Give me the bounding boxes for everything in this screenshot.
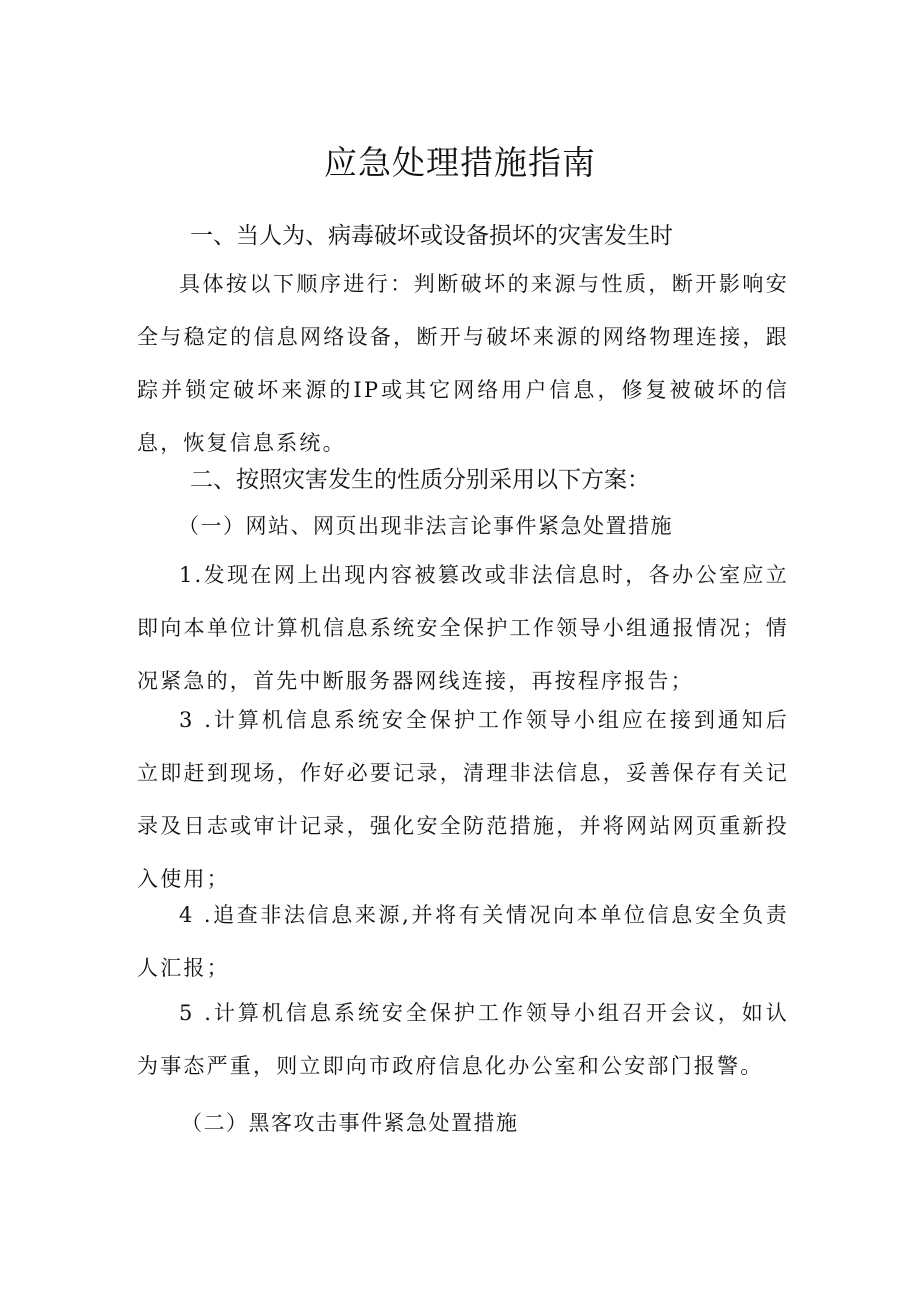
section-heading-2: 二、按照灾害发生的性质分别采用以下方案： xyxy=(190,467,650,493)
document-title: 应急处理措施指南 xyxy=(324,143,596,182)
list-item-4: 4 .追查非法信息来源,并将有关情况向本单位信息安全负责人汇报； xyxy=(137,903,789,980)
subsection-heading-1: （一）网站、网页出现非法言论事件紧急处置措施 xyxy=(178,514,673,538)
list-item-1: 1.发现在网上出现内容被篡改或非法信息时，各办公室应立即向本单位计算机信息系统安全保护工作领导小组通报情况；情况紧急的，首先中断服务器网线连接，再按程序报告； xyxy=(137,563,789,693)
section-heading-1: 一、当人为、病毒破坏或设备损坏的灾害发生时 xyxy=(190,223,673,249)
list-item-3: 3 .计算机信息系统安全保护工作领导小组应在接到通知后立即赶到现场，作好必要记录，清理非法信息，妥善保存有关记录及日志或审计记录，强化安全防范措施，并将网站网页重新投入使用； xyxy=(137,708,789,891)
list-item-5: 5 .计算机信息系统安全保护工作领导小组召开会议，如认为事态严重，则立即向市政府信息化办公室和公安部门报警。 xyxy=(137,1001,789,1078)
subsection-heading-2: （二）黑客攻击事件紧急处置措施 xyxy=(181,1111,519,1135)
section-1-paragraph: 具体按以下顺序进行：判断破坏的来源与性质，断开影响安全与稳定的信息网络设备，断开与破坏来源的网络物理连接，跟踪并锁定破坏来源的IP或其它网络用户信息，修复被破坏的信息，恢复信息系统。 xyxy=(137,272,789,455)
